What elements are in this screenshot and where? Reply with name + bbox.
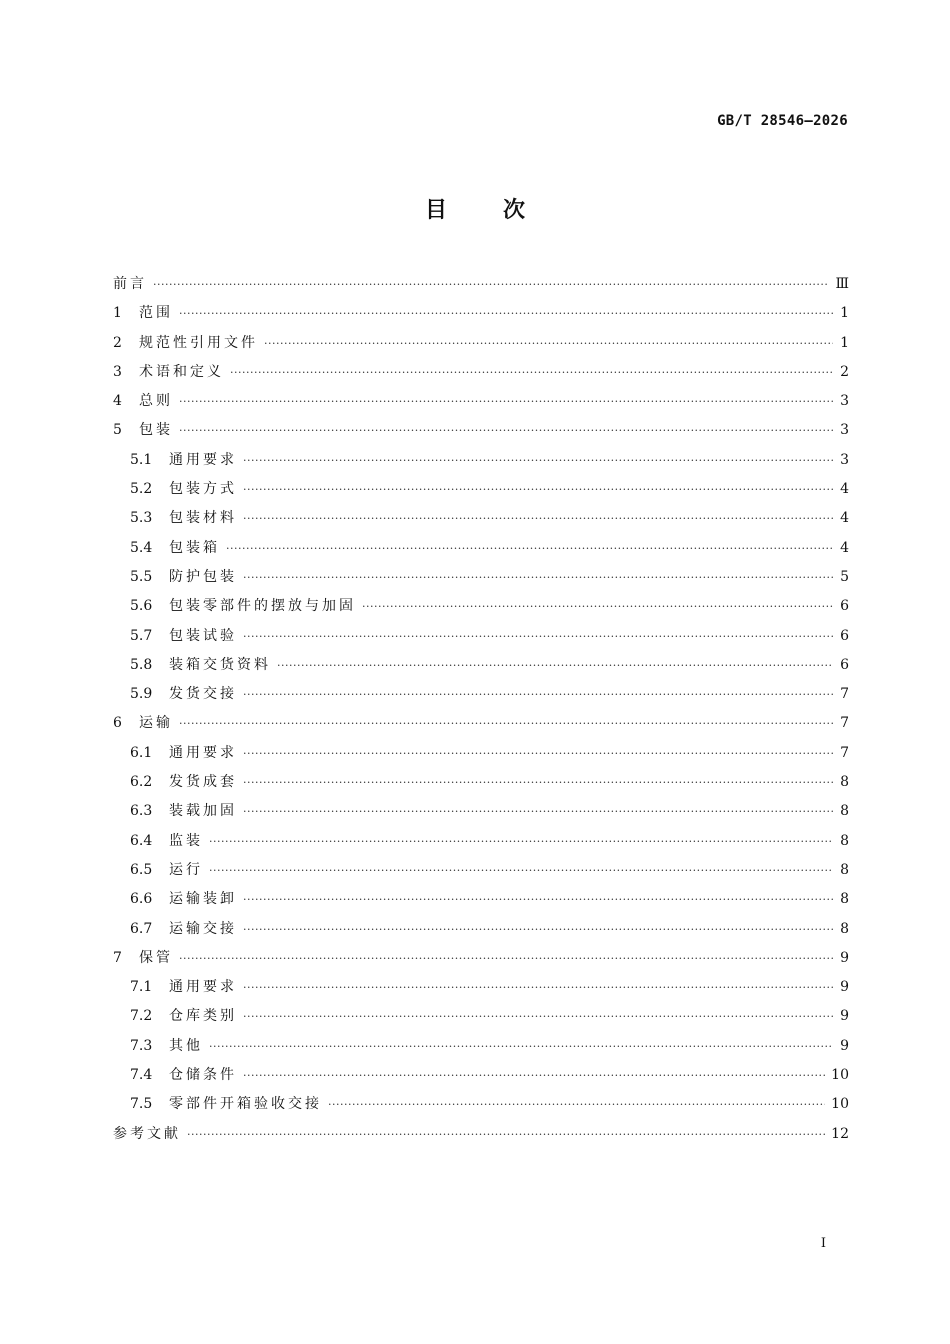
toc-entry-label: 包装 xyxy=(139,422,173,439)
toc-dot-leader xyxy=(243,885,833,914)
toc-entry-page: 8 xyxy=(840,832,849,849)
toc-entry[interactable] xyxy=(113,739,849,768)
toc-entry-number: 6.2 xyxy=(130,774,153,791)
toc-entry-label: 运输装卸 xyxy=(169,891,237,908)
toc-entry-page: Ⅲ xyxy=(835,276,849,292)
toc-entry-page: 10 xyxy=(831,1067,849,1084)
toc-entry-page: 5 xyxy=(840,568,849,585)
toc-entry-page: 1 xyxy=(840,305,849,322)
toc-entry-number: 3 xyxy=(113,363,122,380)
toc-entry[interactable] xyxy=(113,1061,849,1090)
toc-entry[interactable] xyxy=(113,446,849,475)
toc-dot-leader xyxy=(179,299,833,328)
toc-entry[interactable] xyxy=(113,797,849,826)
toc-entry-number: 6.3 xyxy=(130,803,153,820)
toc-entry-number: 4 xyxy=(113,393,122,410)
toc-entry-label: 运输 xyxy=(139,715,173,732)
toc-dot-leader xyxy=(243,1061,825,1090)
toc-entry[interactable] xyxy=(113,329,849,358)
toc-entry-page: 10 xyxy=(831,1096,849,1113)
toc-dot-leader xyxy=(179,944,833,973)
toc-entry-label: 保管 xyxy=(139,949,173,966)
toc-entry[interactable] xyxy=(113,358,849,387)
toc-entry-label: 运输交接 xyxy=(169,920,237,937)
toc-entry-label: 包装材料 xyxy=(169,510,237,527)
toc-entry-number: 7.4 xyxy=(130,1067,153,1084)
toc-dot-leader xyxy=(230,358,833,387)
toc-dot-leader xyxy=(243,622,833,651)
toc-entry[interactable] xyxy=(113,827,849,856)
toc-entry-number: 6.5 xyxy=(130,861,153,878)
toc-dot-leader xyxy=(264,329,833,358)
toc-entry-page: 4 xyxy=(840,481,849,498)
toc-dot-leader xyxy=(243,680,833,709)
toc-entry-page: 3 xyxy=(840,393,849,410)
toc-entry-label: 规范性引用文件 xyxy=(139,334,258,351)
toc-entry-number: 5.7 xyxy=(130,627,153,644)
toc-dot-leader xyxy=(209,827,833,856)
toc-entry-label: 参考文献 xyxy=(113,1125,181,1142)
toc-entry[interactable] xyxy=(113,416,849,445)
toc-entry[interactable] xyxy=(113,768,849,797)
toc-entry-label: 零部件开箱验收交接 xyxy=(169,1096,322,1113)
toc-entry[interactable] xyxy=(113,1032,849,1061)
toc-entry-label: 防护包装 xyxy=(169,568,237,585)
toc-entry-label: 通用要求 xyxy=(169,451,237,468)
standard-code: GB/T 28546—2026 xyxy=(717,113,848,129)
toc-entry-number: 5.5 xyxy=(130,568,153,585)
toc-dot-leader xyxy=(243,797,833,826)
toc-entry[interactable] xyxy=(113,475,849,504)
toc-dot-leader xyxy=(179,387,833,416)
toc-dot-leader xyxy=(243,446,833,475)
toc-entry[interactable] xyxy=(113,563,849,592)
toc-entry-label: 前言 xyxy=(113,276,147,292)
toc-entry[interactable] xyxy=(113,270,849,299)
toc-dot-leader xyxy=(277,651,833,680)
toc-entry-number: 7.2 xyxy=(130,1008,153,1025)
toc-entry-label: 通用要求 xyxy=(169,744,237,761)
toc-entry-label: 术语和定义 xyxy=(139,363,224,380)
toc-dot-leader xyxy=(179,416,833,445)
toc-entry-page: 9 xyxy=(840,979,849,996)
toc-entry[interactable] xyxy=(113,885,849,914)
toc-entry-label: 监装 xyxy=(169,832,203,849)
toc-dot-leader xyxy=(153,270,829,299)
toc-entry[interactable] xyxy=(113,856,849,885)
toc-entry[interactable] xyxy=(113,534,849,563)
toc-entry-page: 3 xyxy=(840,451,849,468)
toc-entry[interactable] xyxy=(113,592,849,621)
toc-entry-page: 9 xyxy=(840,949,849,966)
toc-entry-label: 总则 xyxy=(139,393,173,410)
toc-entry[interactable] xyxy=(113,1002,849,1031)
toc-entry-label: 仓储条件 xyxy=(169,1067,237,1084)
toc-entry-number: 1 xyxy=(113,305,122,322)
toc-entry-label: 包装试验 xyxy=(169,627,237,644)
page-number: I xyxy=(820,1236,826,1251)
toc-entry-label: 范围 xyxy=(139,305,173,322)
toc-entry-number: 5.8 xyxy=(130,656,153,673)
toc-entry-number: 5 xyxy=(113,422,122,439)
toc-entry-label: 包装零部件的摆放与加固 xyxy=(169,598,356,615)
toc-dot-leader xyxy=(328,1090,825,1119)
toc-entry[interactable] xyxy=(113,915,849,944)
toc-dot-leader xyxy=(243,915,833,944)
toc-entry-number: 5.4 xyxy=(130,539,153,556)
toc-entry-label: 包装箱 xyxy=(169,539,220,556)
toc-entry-page: 6 xyxy=(840,656,849,673)
toc-entry-number: 5.1 xyxy=(130,451,153,468)
toc-dot-leader xyxy=(209,856,833,885)
toc-entry-page: 7 xyxy=(840,715,849,732)
toc-entry-page: 4 xyxy=(840,510,849,527)
toc-entry[interactable] xyxy=(113,1120,849,1149)
toc-entry[interactable] xyxy=(113,1090,849,1119)
toc-entry[interactable] xyxy=(113,680,849,709)
toc-dot-leader xyxy=(243,973,833,1002)
toc-entry-page: 2 xyxy=(840,363,849,380)
toc-entry[interactable] xyxy=(113,709,849,738)
toc-entry-number: 6.4 xyxy=(130,832,153,849)
toc-entry-page: 6 xyxy=(840,627,849,644)
toc-dot-leader xyxy=(179,709,833,738)
toc-entry-number: 5.6 xyxy=(130,598,153,615)
toc-entry[interactable] xyxy=(113,651,849,680)
toc-entry-page: 8 xyxy=(840,891,849,908)
toc-entry-number: 5.2 xyxy=(130,481,153,498)
toc-entry-label: 装箱交货资料 xyxy=(169,656,271,673)
toc-entry-number: 5.9 xyxy=(130,686,153,703)
toc-entry-label: 包装方式 xyxy=(169,481,237,498)
toc-dot-leader xyxy=(243,768,833,797)
toc-entry-page: 3 xyxy=(840,422,849,439)
toc-entry-number: 5.3 xyxy=(130,510,153,527)
toc-entry-page: 9 xyxy=(840,1008,849,1025)
toc-entry-page: 12 xyxy=(831,1125,849,1142)
toc-entry-label: 发货交接 xyxy=(169,686,237,703)
toc-dot-leader xyxy=(362,592,833,621)
toc-entry[interactable] xyxy=(113,299,849,328)
toc-entry[interactable] xyxy=(113,973,849,1002)
toc-entry-page: 6 xyxy=(840,598,849,615)
table-of-contents xyxy=(113,270,849,1149)
toc-dot-leader xyxy=(209,1032,833,1061)
toc-entry-page: 7 xyxy=(840,686,849,703)
toc-entry-number: 6 xyxy=(113,715,122,732)
toc-entry[interactable] xyxy=(113,944,849,973)
toc-entry[interactable] xyxy=(113,504,849,533)
toc-entry-number: 6.1 xyxy=(130,744,153,761)
toc-entry-number: 2 xyxy=(113,334,122,351)
page-title: 目次 xyxy=(424,198,581,223)
toc-entry-page: 9 xyxy=(840,1037,849,1054)
toc-entry-number: 7.5 xyxy=(130,1096,153,1113)
toc-entry-page: 7 xyxy=(840,744,849,761)
toc-dot-leader xyxy=(243,563,833,592)
toc-entry-number: 7.3 xyxy=(130,1037,153,1054)
toc-entry-label: 装载加固 xyxy=(169,803,237,820)
toc-entry-label: 通用要求 xyxy=(169,979,237,996)
toc-dot-leader xyxy=(243,475,833,504)
toc-dot-leader xyxy=(243,1002,833,1031)
toc-entry-page: 8 xyxy=(840,861,849,878)
toc-entry[interactable] xyxy=(113,387,849,416)
toc-dot-leader xyxy=(187,1120,825,1149)
toc-entry-number: 7.1 xyxy=(130,979,153,996)
toc-entry-page: 8 xyxy=(840,774,849,791)
toc-entry-page: 1 xyxy=(840,334,849,351)
toc-dot-leader xyxy=(226,534,833,563)
toc-entry-number: 6.6 xyxy=(130,891,153,908)
toc-entry-page: 8 xyxy=(840,920,849,937)
toc-entry-number: 6.7 xyxy=(130,920,153,937)
toc-entry-label: 发货成套 xyxy=(169,774,237,791)
toc-entry-label: 仓库类别 xyxy=(169,1008,237,1025)
toc-entry-label: 其他 xyxy=(169,1037,203,1054)
toc-dot-leader xyxy=(243,504,833,533)
toc-entry-label: 运行 xyxy=(169,861,203,878)
toc-entry-page: 4 xyxy=(840,539,849,556)
toc-entry-number: 7 xyxy=(113,949,122,966)
toc-entry[interactable] xyxy=(113,622,849,651)
toc-entry-page: 8 xyxy=(840,803,849,820)
toc-dot-leader xyxy=(243,739,833,768)
